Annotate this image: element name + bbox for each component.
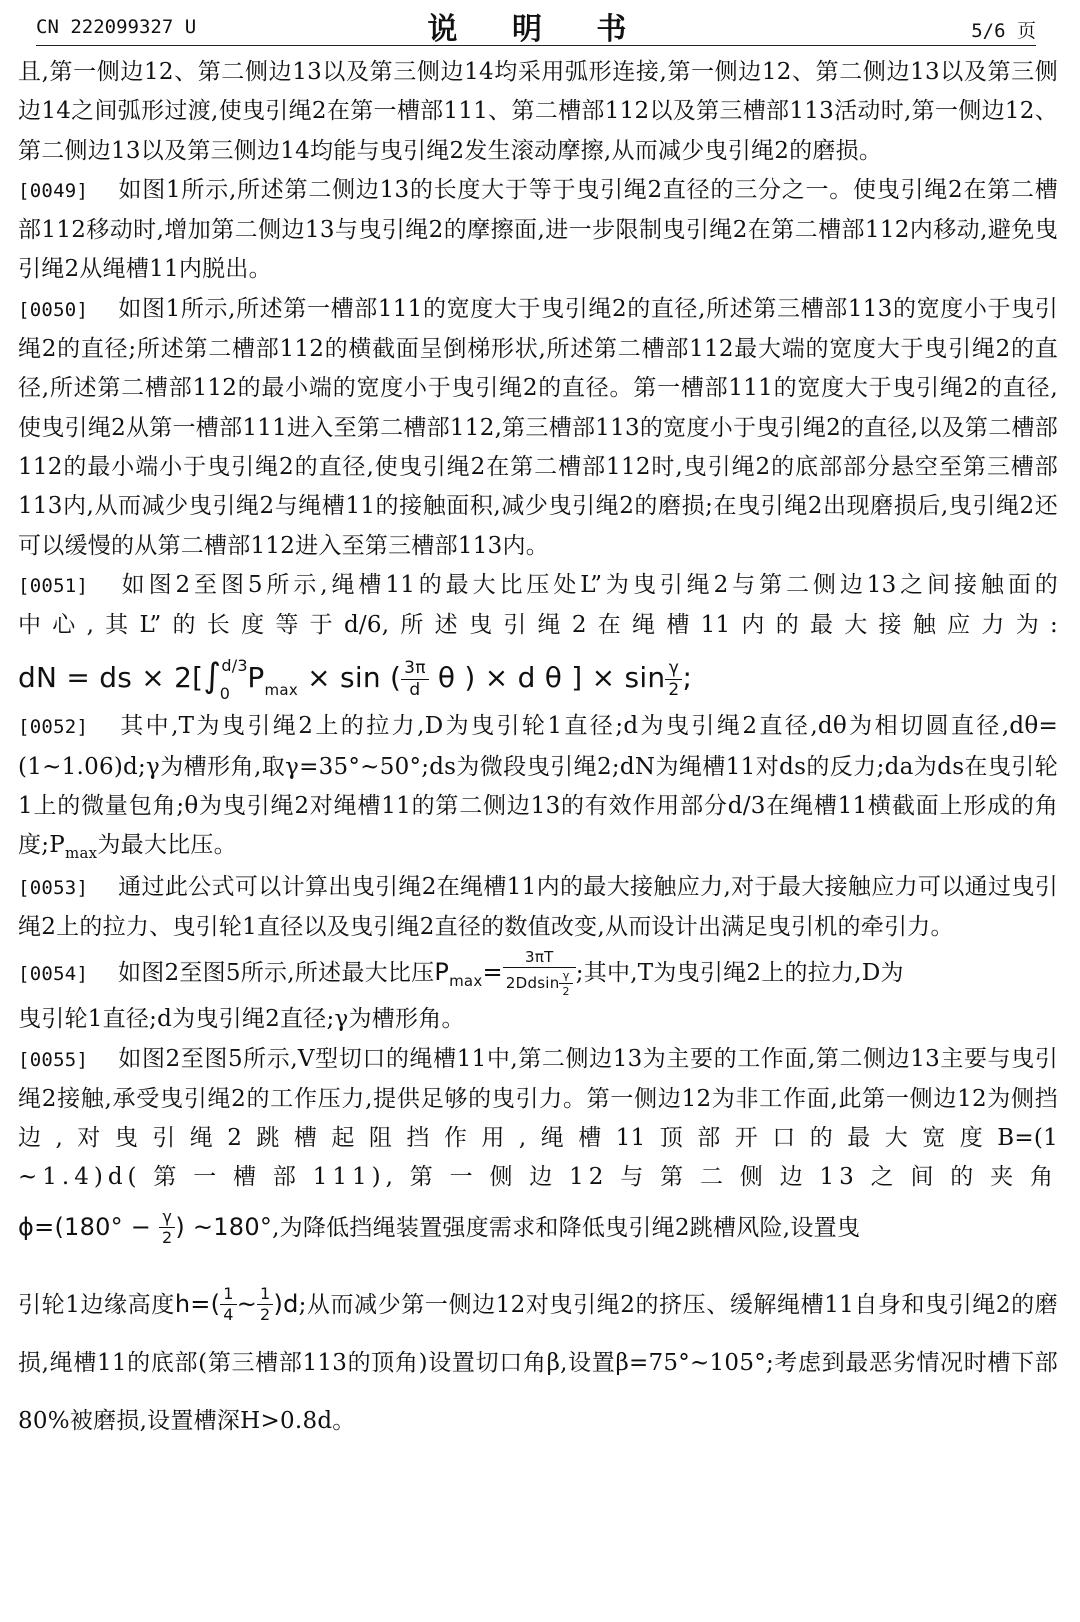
- paragraph-text: 如图1所示,所述第二侧边13的长度大于等于曳引绳2直径的三分之一。使曳引绳2在第二槽部112移动时,增加第二侧边13与曳引绳2的摩擦面,进一步限制曳引绳2在第二槽部112内移动,避免曳引绳2从绳槽11内脱出。: [18, 176, 1058, 283]
- paragraph-text: 如图2至图5所示,所述最大比压: [118, 960, 435, 987]
- integral-upper: d/3: [221, 656, 248, 676]
- pmax-formula: $P_{max}=$ 3πT 2Ddsin $\frac{\gamma}{2}$: [434, 958, 575, 986]
- paragraph-0052: [18, 707, 1058, 867]
- formula-p-sub: max: [264, 681, 298, 700]
- h-formula: h=( $\frac{1}{4}$ ~ $\frac{1}{2}$ )d: [174, 1284, 299, 1325]
- paragraph-0054: [18, 947, 1058, 1000]
- paragraph-number: [0055]: [18, 1048, 89, 1071]
- paragraph-text: 通过此公式可以计算出曳引绳2在绳槽11内的最大接触应力,对于最大接触应力可以通过曳引绳2上的拉力、曳引轮1直径以及曳引绳2直径的数值改变,从而设计出满足曳引机的牵引力。: [18, 873, 1058, 940]
- paragraph-0050: [18, 290, 1058, 566]
- fraction-pmax: 3πT 2Ddsin $\frac{\gamma}{2}$: [503, 950, 576, 997]
- doc-title: 说 明 书: [427, 12, 649, 47]
- integral-sign: ∫$^{d/3}_0$: [203, 656, 248, 704]
- paragraph-text: 如图2至图5所示,绳槽11的最大比压处L”为曳引绳2与第二侧边13之间接触面的: [118, 571, 1058, 598]
- formula-lhs: dN = ds × 2[: [18, 661, 204, 695]
- paragraph-text: 如图1所示,所述第一槽部111的宽度大于曳引绳2的直径,所述第三槽部113的宽度小于曳引绳2的直径;所述第二槽部112的横截面呈倒梯形状,所述第二槽部112最大端的宽度大于曳引绳2的直径,所述第二槽部112的最小端的宽度小于曳引绳2的直径。第一槽部111的宽度大于曳引绳2的直径,使曳引绳2从第一槽部111进入至第二槽部112,第三槽部113的宽度小于曳引绳2的直径,以及第二槽部112的最小端小于曳引绳2的直径,使曳引绳2在第二槽部112时,曳引绳2的底部部分悬空至第三槽部113内,从而减少曳引绳2与绳槽11的接触面积,减少曳引绳2的磨损;在曳引绳2出现磨损后,曳引绳2还可以缓慢的从第二槽部112进入至第三槽部113内。: [18, 295, 1058, 559]
- pmax-symbol: P: [49, 832, 65, 859]
- paragraph-continued: 且,第一侧边12、第二侧边13以及第三侧边14均采用弧形连接,第一侧边12、第二侧边13以及第三侧边14之间弧形过渡,使曳引绳2在第一槽部111、第二槽部112以及第三槽部113活动时,第一侧边12、第二侧边13以及第三侧边14均能与曳引绳2发生滚动摩擦,从而减少曳引绳2的磨损。: [18, 59, 1058, 164]
- page-number: 5/6 页: [971, 20, 1036, 42]
- integral-lower: 0: [219, 684, 231, 704]
- paragraph-0049: [18, 171, 1058, 290]
- paragraph-text-cont: ;其中,T为曳引绳2上的拉力,D为: [575, 960, 904, 987]
- formula-end: ;: [682, 661, 693, 695]
- paragraph-0055-line: ~1.4)d(第一槽部111),第一侧边12与第二侧边13之间的夹角: [18, 1164, 1058, 1191]
- header-divider: [36, 45, 1036, 46]
- fraction-gamma-2: $\frac{\gamma}{2}$: [665, 660, 682, 699]
- pmax-subscript: max: [64, 844, 98, 863]
- doc-number: CN 222099327 U: [36, 16, 197, 38]
- paragraph-0051: [18, 566, 1058, 606]
- contact-stress-formula: [18, 645, 1058, 707]
- paragraph-0055: [18, 1040, 1058, 1159]
- paragraph-number: [0052]: [18, 716, 89, 739]
- paragraph-number: [0053]: [18, 876, 89, 899]
- paragraph-number: [0054]: [18, 963, 89, 986]
- paragraph-text: 如图2至图5所示,V型切口的绳槽11中,第二侧边13为主要的工作面,第二侧边13主要与曳引绳2接触,承受曳引绳2的工作压力,提供足够的曳引力。第一侧边12为非工作面,此第一侧边12为侧挡边,对曳引绳2跳槽起阻挡作用,绳槽11顶部开口的最大宽度B=(1: [18, 1045, 1058, 1152]
- formula-theta: θ ) × d θ ] × sin: [428, 661, 666, 695]
- paragraph-text: 引轮1边缘高度: [18, 1291, 175, 1318]
- paragraph-0055-phi-line: [18, 1198, 1058, 1257]
- paragraph-text: 其中,T为曳引绳2上的拉力,D为曳引轮1直径;d为曳引绳2直径,dθ为相切圆直径,dθ=(1~1.06)d;γ为槽形角,取γ=35°~50°;ds为微段曳引绳2;dN为绳槽11对ds的反力;da为ds在曳引轮1上的微量包角;θ为曳引绳2对绳槽11的第二侧边13的有效作用部分d/3在绳槽11横截面上形成的角度;: [18, 713, 1058, 859]
- formula-sin: × sin (: [297, 661, 402, 695]
- paragraph-text: ,为降低挡绳装置强度需求和降低曳引绳2跳槽风险,设置曳: [272, 1214, 861, 1241]
- document-body: [18, 53, 1058, 1450]
- fraction-3pi-d: $\frac{3\pi}{d}$: [401, 660, 429, 699]
- paragraph-0051-line2: 中心,其L”的长度等于d/6,所述曳引绳2在绳槽11内的最大接触应力为:: [18, 612, 1058, 639]
- paragraph-number: [0051]: [18, 574, 89, 597]
- phi-formula: ϕ=(180° − $\frac{\gamma}{2}$ ) ~180°: [18, 1207, 273, 1248]
- page-header: [18, 0, 1058, 47]
- paragraph-0055-h-line: [18, 1275, 1058, 1450]
- paragraph-0053: [18, 868, 1058, 948]
- paragraph-text-cont: ;从而减少第一侧边12对曳引绳2的挤压、缓解绳槽11自身和曳引绳2的磨损,绳槽11的底部(第三槽部113的顶角)设置切口角β,设置β=75°~105°;考虑到最恶劣情况时槽下部80%被磨损,设置槽深H>0.8d。: [18, 1291, 1058, 1434]
- paragraph-number: [0050]: [18, 298, 89, 321]
- paragraph-0054-line2: 曳引轮1直径;d为曳引绳2直径;γ为槽形角。: [18, 1006, 465, 1033]
- paragraph-text-end: 为最大比压。: [97, 832, 237, 859]
- paragraph-number: [0049]: [18, 179, 89, 202]
- formula-p: P: [238, 661, 265, 695]
